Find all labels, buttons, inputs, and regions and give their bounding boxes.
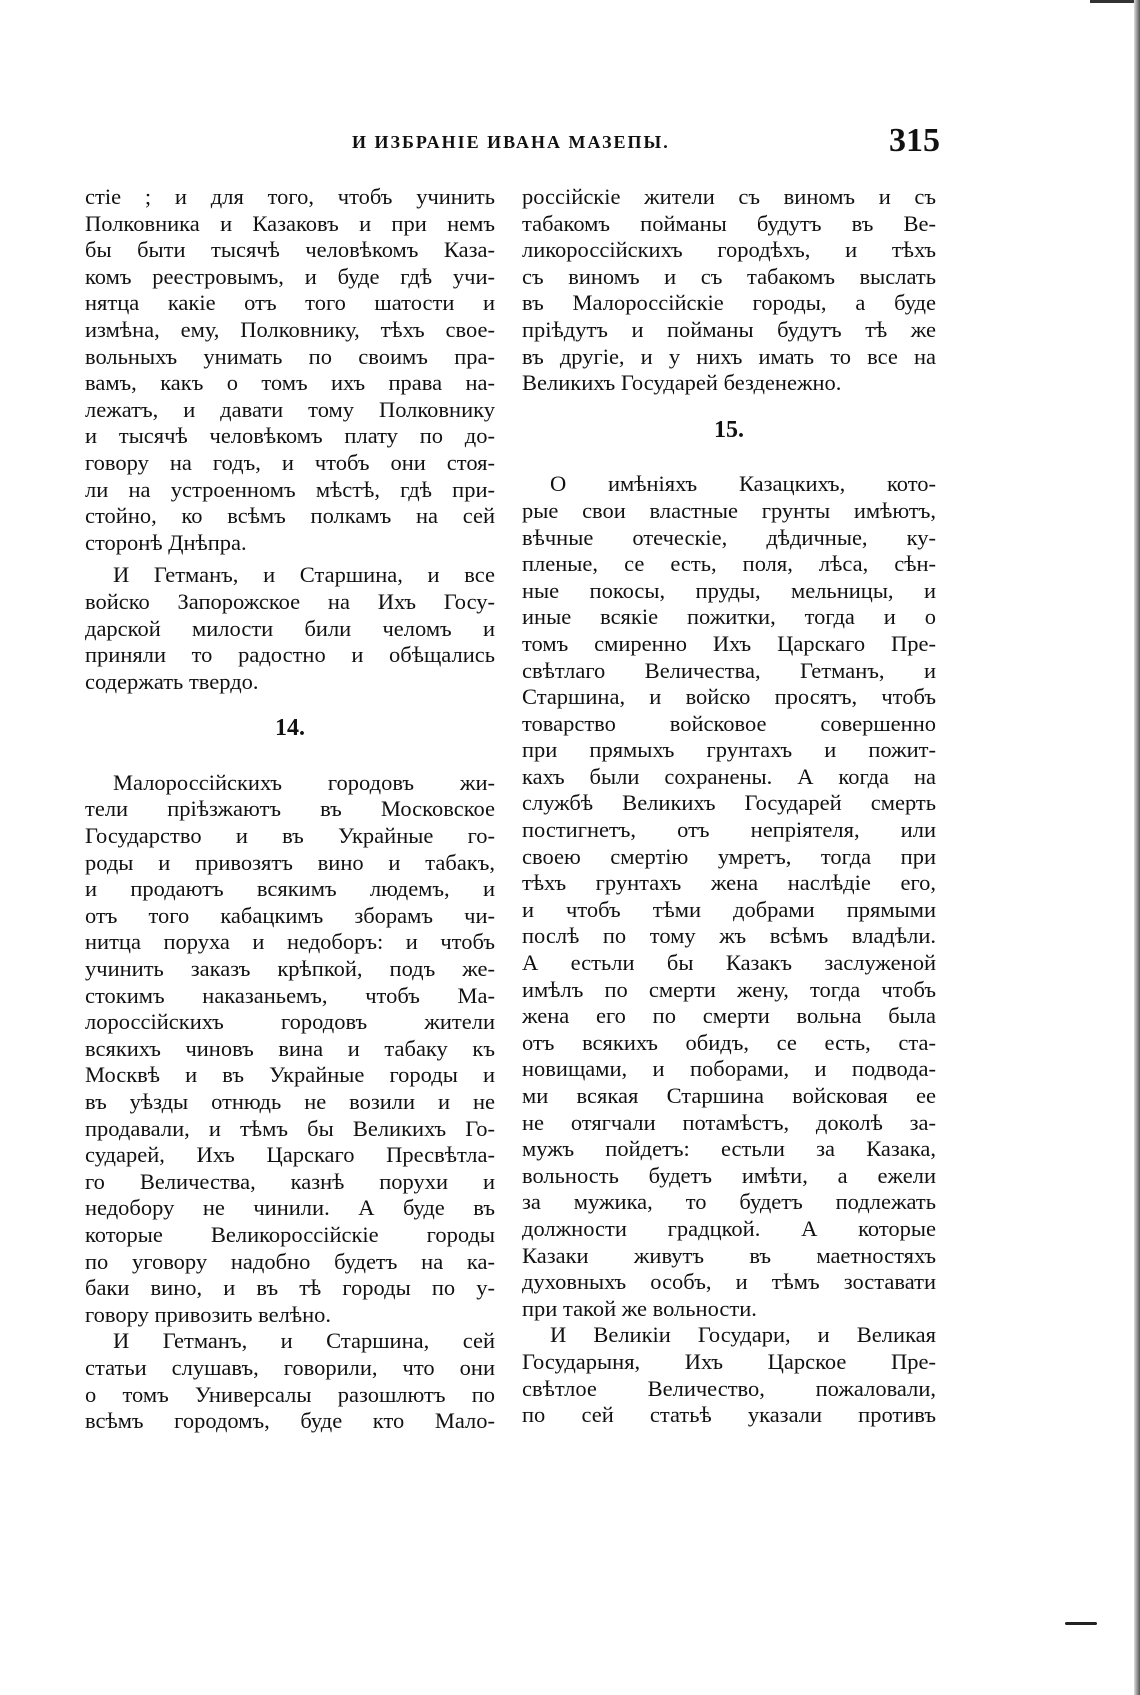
- text-line: баки вино, и въ тѣ городы по у-: [85, 1275, 495, 1301]
- text-line: съ виномъ и съ табакомъ выслать: [522, 263, 936, 289]
- right-column: [522, 184, 936, 1429]
- text-line: должности градцкой. А которые: [522, 1215, 936, 1241]
- text-line: духовныхъ особъ, и тѣмъ зоставати: [522, 1269, 936, 1295]
- text-line: Старшина, и войско просятъ, чтобъ: [522, 684, 936, 710]
- text-line: товарство войсковое совершенно: [522, 710, 936, 736]
- text-line: нятца какіе отъ того шатости и: [85, 290, 495, 316]
- text-line: Москвѣ и въ Украйные городы и: [85, 1062, 495, 1088]
- text-line: стокимъ наказаньемъ, чтобъ Ма-: [85, 982, 495, 1008]
- text-line: нитца поруха и недоборъ: и чтобъ: [85, 929, 495, 955]
- text-line: службѣ Великихъ Государей смерть: [522, 790, 936, 816]
- text-line: свѣтлое Величество, пожаловали,: [522, 1375, 936, 1401]
- text-line: и продаютъ всякимъ людемъ, и: [85, 876, 495, 902]
- text-line: жена его по смерти вольна была: [522, 1003, 936, 1029]
- text-line: табакомъ пойманы будутъ въ Ве-: [522, 210, 936, 236]
- section-number: 14.: [275, 715, 305, 742]
- margin-mark: [1065, 1622, 1097, 1625]
- text-line: постигнетъ, отъ непріятеля, или: [522, 817, 936, 843]
- running-title: И ИЗБРАНІЕ ИВАНА МАЗЕПЫ.: [352, 132, 670, 152]
- text-line: россійскіе жители съ виномъ и съ: [522, 184, 936, 209]
- text-line: Великихъ Государей безденежно.: [522, 370, 842, 396]
- text-line: рые свои властные грунты имѣютъ,: [522, 497, 936, 523]
- text-line: роды и привозятъ вино и табакъ,: [85, 849, 495, 875]
- text-line: бы быти тысячѣ человѣкомъ Каза-: [85, 237, 495, 263]
- text-line: лежатъ, и давати тому Полковнику: [85, 396, 495, 422]
- top-rule: [1090, 0, 1140, 3]
- text-line: сторонѣ Днѣпра.: [85, 529, 247, 555]
- text-line: продавали, и тѣмъ бы Великихъ Го-: [85, 1115, 495, 1141]
- text-line: говору на годъ, и чтобъ они стоя-: [85, 449, 495, 475]
- text-line: и чтобъ тѣми добрами прямыми: [522, 896, 936, 922]
- text-line: статьи слушавъ, говорили, что они: [85, 1354, 495, 1380]
- page-number: 315: [889, 122, 940, 159]
- text-line: по сей статьѣ указали противъ: [522, 1402, 936, 1428]
- text-line: вольность будетъ имѣти, а ежели: [522, 1162, 936, 1188]
- text-line: О имѣніяхъ Казацкихъ, кото-: [550, 471, 936, 497]
- text-line: новищами, и поборами, и подвода-: [522, 1056, 936, 1082]
- text-line: сударей, Ихъ Царскаго Пресвѣтла-: [85, 1142, 495, 1168]
- text-line: которые Великороссійскіе городы: [85, 1221, 495, 1247]
- page-edge-shadow: [1134, 0, 1140, 1695]
- text-line: мужъ пойдетъ: естьли за Казака,: [522, 1136, 936, 1162]
- text-line: томъ смиренно Ихъ Царскаго Пре-: [522, 630, 936, 656]
- text-line: въ Малороссійскіе городы, а буде: [522, 290, 936, 316]
- left-column: [85, 184, 495, 1435]
- text-line: послѣ по тому жъ всѣмъ владѣли.: [522, 923, 936, 949]
- text-line: вѣчные отеческіе, дѣдичные, ку-: [522, 524, 936, 550]
- text-line: о томъ Универсалы разошлютъ по: [85, 1381, 495, 1407]
- text-line: И Гетманъ, и Старшина, сей: [113, 1328, 495, 1354]
- text-line: недобору не чинили. А буде въ: [85, 1195, 495, 1221]
- text-line: и тысячѣ человѣкомъ плату по до-: [85, 423, 495, 449]
- text-line: стіе ; и для того, чтобъ учинить: [85, 184, 495, 209]
- text-line: учинить заказъ крѣпкой, подъ же-: [85, 956, 495, 982]
- text-line: го Величества, казнѣ порухи и: [85, 1168, 495, 1194]
- text-line: вамъ, какъ о томъ ихъ права на-: [85, 370, 495, 396]
- text-line: своею смертію умретъ, тогда при: [522, 843, 936, 869]
- text-line: не отягчали потамѣстъ, доколѣ за-: [522, 1109, 936, 1135]
- text-line: стойно, ко всѣмъ полкамъ на сей: [85, 503, 495, 529]
- text-line: И Великіи Государи, и Великая: [550, 1322, 936, 1348]
- text-line: при прямыхъ грунтахъ и пожит-: [522, 737, 936, 763]
- text-line: приняли то радостно и обѣщались: [85, 642, 495, 668]
- text-line: имѣлъ по смерти жену, тогда чтобъ: [522, 976, 936, 1002]
- text-line: измѣна, ему, Полковнику, тѣхъ свое-: [85, 316, 495, 342]
- text-line: ликороссійскихъ городѣхъ, и тѣхъ: [522, 237, 936, 263]
- text-line: говору привозить велѣно.: [85, 1301, 332, 1327]
- text-line: отъ того кабацкимъ зборамъ чи-: [85, 902, 495, 928]
- text-line: Казаки живутъ въ маетностяхъ: [522, 1242, 936, 1268]
- text-line: за мужика, то будетъ подлежать: [522, 1189, 936, 1215]
- text-line: при такой же вольности.: [522, 1295, 757, 1321]
- text-line: въ уѣзды отнюдь не возили и не: [85, 1089, 495, 1114]
- text-line: всякихъ чиновъ вина и табаку къ: [85, 1035, 495, 1061]
- text-line: войско Запорожское на Ихъ Госу-: [85, 588, 495, 614]
- text-line: тѣхъ грунтахъ жена наслѣдіе его,: [522, 870, 936, 896]
- text-line: свѣтлаго Величества, Гетманъ, и: [522, 657, 936, 683]
- text-line: вольныхъ унимать по своимъ пра-: [85, 343, 495, 369]
- text-line: всѣмъ городомъ, буде кто Мало-: [85, 1408, 495, 1434]
- text-line: Государыня, Ихъ Царское Пре-: [522, 1348, 936, 1374]
- text-line: Государство и въ Украйные го-: [85, 823, 495, 849]
- text-line: И Гетманъ, и Старшина, и все: [113, 562, 495, 588]
- text-line: кахъ были сохранены. А когда на: [522, 763, 936, 789]
- text-line: пленые, се есть, поля, лѣса, сѣн-: [522, 551, 936, 577]
- text-line: иные всякіе пожитки, тогда и о: [522, 604, 936, 630]
- section-number: 15.: [714, 416, 744, 443]
- text-line: Малороссійскихъ городовъ жи-: [113, 769, 495, 795]
- text-line: Полковника и Казаковъ и при немъ: [85, 210, 495, 236]
- text-line: отъ всякихъ обидъ, се есть, ста-: [522, 1029, 936, 1055]
- text-line: ми всякая Старшина войсковая ее: [522, 1083, 936, 1108]
- text-line: по уговору надобно будетъ на ка-: [85, 1248, 495, 1274]
- text-line: ные покосы, пруды, мельницы, и: [522, 577, 936, 603]
- text-line: содержать твердо.: [85, 668, 259, 694]
- text-line: ли на устроенномъ мѣстѣ, гдѣ при-: [85, 476, 495, 502]
- text-line: пріѣдутъ и пойманы будутъ тѣ же: [522, 316, 936, 342]
- text-line: лороссійскихъ городовъ жители: [85, 1009, 495, 1035]
- text-line: въ другіе, и у нихъ имать то все на: [522, 343, 936, 369]
- text-line: дарской милости били челомъ и: [85, 615, 495, 641]
- page-header: [60, 122, 940, 166]
- text-line: тели пріѣзжаютъ въ Московское: [85, 796, 495, 822]
- text-line: А естьли бы Казакъ заслуженой: [522, 950, 936, 976]
- text-line: комъ реестровымъ, и буде гдѣ учи-: [85, 263, 495, 289]
